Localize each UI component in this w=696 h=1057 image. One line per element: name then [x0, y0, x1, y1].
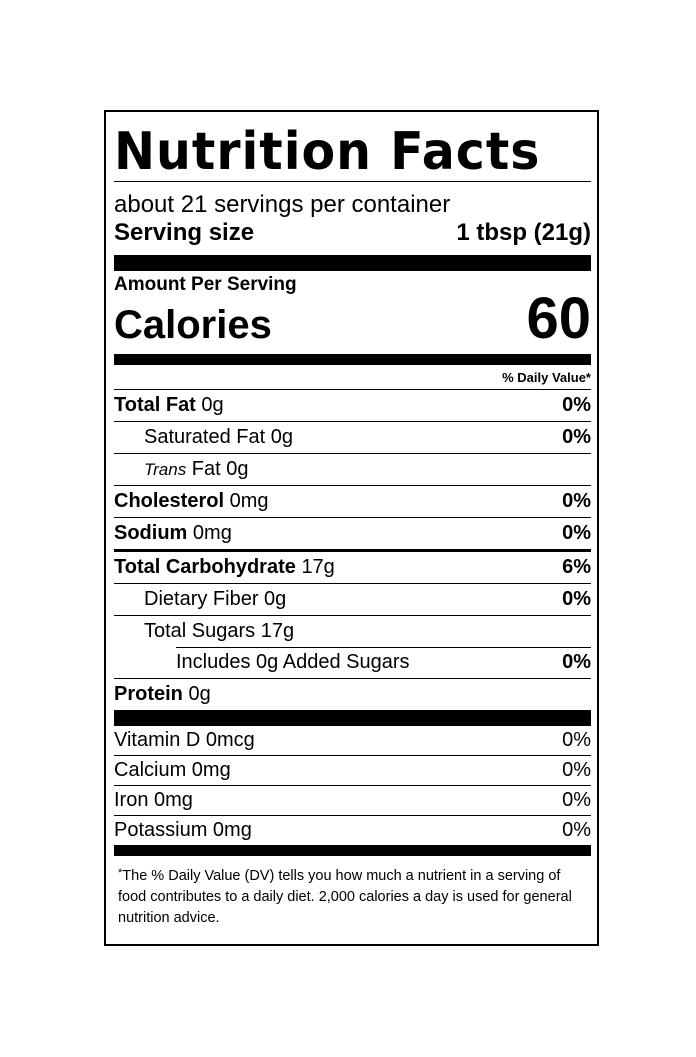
nutrient-amount: 0g — [188, 682, 211, 705]
vitamin-label: Potassium 0mg — [114, 818, 252, 841]
nutrient-label: Total Fat — [114, 393, 196, 416]
nutrient-dv: 0% — [562, 650, 591, 673]
nutrient-row-total-carbohydrate — [114, 549, 591, 583]
nutrient-dv: 0% — [562, 393, 591, 416]
vitamin-dv: 0% — [562, 788, 591, 811]
vitamin-row-potassium — [114, 815, 591, 845]
nutrient-label: Total Carbohydrate — [114, 555, 296, 578]
serving-size-row — [114, 220, 591, 246]
thick-divider — [114, 710, 591, 726]
nutrient-dv: 0% — [562, 489, 591, 512]
nutrient-row-total-sugars — [114, 615, 591, 647]
calories-value: 60 — [526, 285, 591, 351]
label-title: Nutrition Facts — [114, 121, 541, 182]
thick-divider — [114, 255, 591, 271]
nutrient-row-sodium — [114, 517, 591, 549]
nutrient-label: Sodium — [114, 521, 188, 544]
nutrient-dv: 0% — [562, 587, 591, 610]
nutrient-label: Cholesterol — [114, 489, 225, 512]
nutrient-dv: 0% — [562, 425, 591, 448]
nutrient-amount: 0mg — [192, 521, 232, 544]
footnote-star: * — [118, 866, 123, 879]
nutrient-row-trans-fat — [114, 453, 591, 485]
vitamin-label: Iron 0mg — [114, 788, 193, 811]
nutrient-label: Dietary Fiber 0g — [144, 587, 287, 610]
nutrient-dv: 6% — [562, 555, 591, 578]
vitamin-row-iron — [114, 785, 591, 815]
nutrient-amount: 17g — [301, 555, 335, 578]
nutrient-label: Includes 0g Added Sugars — [176, 650, 410, 673]
serving-size-label: Serving size — [114, 219, 255, 247]
label-content — [114, 112, 591, 929]
calories-label: Calories — [114, 302, 272, 347]
trans-italic: Trans — [144, 459, 187, 479]
footnote — [114, 856, 591, 929]
nutrient-label: Total Sugars 17g — [144, 619, 295, 642]
vitamin-row-calcium — [114, 755, 591, 785]
nutrient-amount: 0g — [201, 393, 224, 416]
nutrition-facts-label — [104, 110, 599, 946]
vitamin-dv: 0% — [562, 818, 591, 841]
vitamin-dv: 0% — [562, 728, 591, 751]
nutrient-row-dietary-fiber — [114, 583, 591, 615]
serving-size-value: 1 tbsp (21g) — [456, 219, 591, 247]
nutrient-row-added-sugars — [114, 647, 591, 678]
vitamin-dv: 0% — [562, 758, 591, 781]
medium-divider — [114, 845, 591, 856]
nutrient-label: Protein — [114, 682, 183, 705]
servings-per-container: about 21 servings per container — [114, 191, 451, 218]
daily-value-header: % Daily Value* — [502, 369, 591, 385]
nutrient-row-cholesterol — [114, 485, 591, 517]
nutrient-label: Saturated Fat 0g — [144, 425, 293, 448]
nutrient-amount: 0mg — [229, 489, 269, 512]
vitamin-label: Vitamin D 0mcg — [114, 728, 255, 751]
vitamin-row-vitamin-d — [114, 726, 591, 755]
nutrient-row-protein — [114, 678, 591, 710]
medium-divider — [114, 354, 591, 365]
nutrient-row-saturated-fat — [114, 421, 591, 453]
nutrient-row-total-fat — [114, 389, 591, 421]
amount-per-serving: Amount Per Serving — [114, 273, 297, 295]
footnote-text: The % Daily Value (DV) tells you how much a nutrient in a serving of food contributes to a daily diet. 2,000 calories a day is used for general nutrition advice. — [118, 867, 572, 926]
nutrient-dv: 0% — [562, 521, 591, 544]
vitamin-label: Calcium 0mg — [114, 758, 231, 781]
nutrient-label: Fat 0g — [191, 457, 249, 480]
calories-row — [114, 285, 591, 351]
